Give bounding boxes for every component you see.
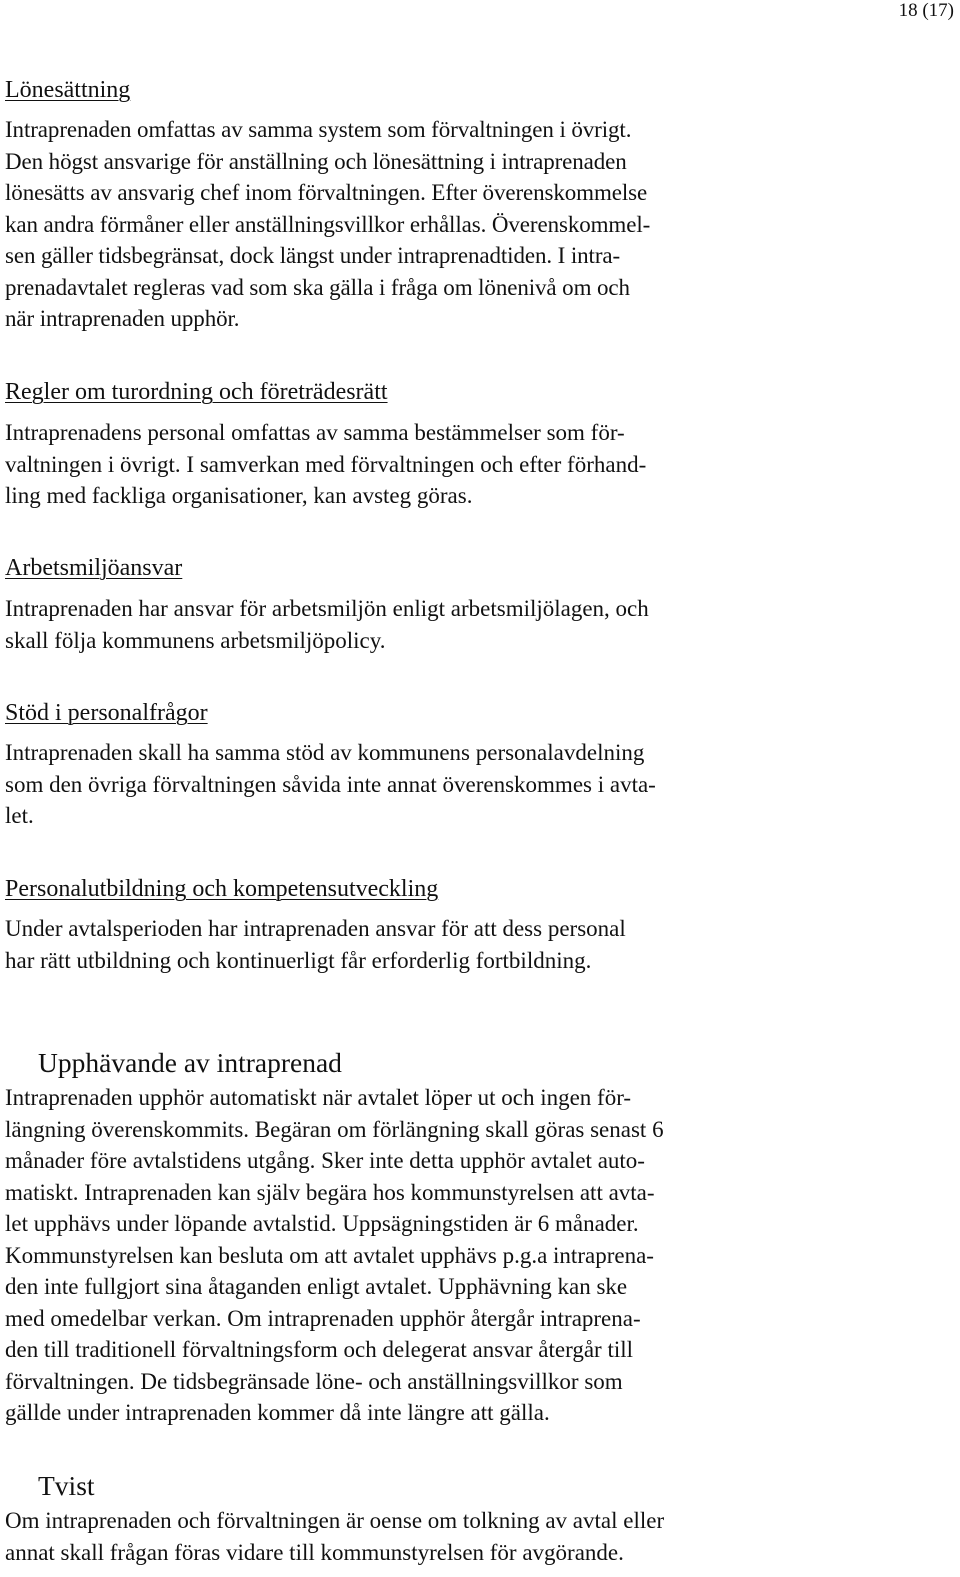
page-number: 18 (17) [898,0,954,21]
text-line: Den högst ansvarige för anställning och lönesättning i intraprenaden [5,148,627,174]
text-line: Intraprenadens personal omfattas av samma bestämmelser som för- [5,420,625,445]
section-lonesattning [5,74,130,106]
text-line: Intraprenaden skall ha samma stöd av kommunens personalavdelning [5,740,645,765]
section-stod-personalfragor-text [5,737,656,832]
section-personalutbildning-text [5,913,626,976]
text-line: let upphävs under löpande avtalstid. Uppsägningstiden är 6 månader. [5,1211,639,1236]
upphavande-text [5,1082,664,1429]
text-line: som den övriga förvaltningen såvida inte annat överenskommes i avta- [5,771,656,797]
text-line: Under avtalsperioden har intraprenaden ansvar för att dess personal [5,916,626,941]
text-line: valtningen i övrigt. I samverkan med förvaltningen och efter förhand- [5,451,647,477]
text-line: Intraprenaden upphör automatiskt när avtalet löper ut och ingen för- [5,1085,632,1110]
text-line: den till traditionell förvaltningsform och delegerat ansvar återgår till [5,1337,634,1362]
text-line: förvaltningen. De tidsbegränsade löne- och anställningsvillkor som [5,1368,623,1394]
section-personalutbildning [5,873,438,905]
text-line: månader före avtalstidens utgång. Sker inte detta upphör avtalet auto- [5,1148,645,1173]
text-line: med omedelbar verkan. Om intraprenaden upphör återgår intraprena- [5,1305,641,1331]
text-line: Kommunstyrelsen kan besluta om att avtalet upphävs p.g.a intraprena- [5,1242,654,1268]
section-heading: Personalutbildning och kompetensutveckling [5,876,439,902]
section-arbetsmiljoansvar [5,552,182,584]
text-line: prenadavtalet regleras vad som ska gälla i fråga om lönenivå om och [5,274,630,300]
section-heading: Lönesättning [5,77,131,103]
section-heading: Arbetsmiljöansvar [5,555,183,581]
text-line: skall följa kommunens arbetsmiljöpolicy. [5,627,386,653]
text-line: matiskt. Intraprenaden kan själv begära hos kommunstyrelsen att avta- [5,1179,655,1205]
tvist-title: Tvist [38,1470,95,1501]
text-line: sen gäller tidsbegränsat, dock längst under intraprenadtiden. I intra- [5,243,621,268]
text-line: längning överenskommits. Begäran om förlängning skall göras senast 6 [5,1116,664,1142]
text-line: gällde under intraprenaden kommer då inte längre att gälla. [5,1400,550,1425]
text-line: annat skall frågan föras vidare till kommunstyrelsen för avgörande. [5,1539,624,1565]
section-arbetsmiljoansvar-text [5,593,649,656]
tvist-text [5,1505,664,1568]
section-stod-personalfragor [5,697,208,729]
section-heading: Stöd i personalfrågor [5,700,208,726]
text-line: let. [5,803,34,828]
section-lonesattning-text [5,114,650,335]
text-line: har rätt utbildning och kontinuerligt får erforderlig fortbildning. [5,947,592,973]
section-turordning [5,376,388,408]
upphavande-title: Upphävande av intraprenad [38,1047,342,1078]
text-line: kan andra förmåner eller anställningsvillkor erhållas. Överenskommel- [5,211,651,237]
text-line: den inte fullgjort sina åtaganden enligt avtalet. Upphävning kan ske [5,1274,628,1299]
text-line: Intraprenaden omfattas av samma system som förvaltningen i övrigt. [5,117,632,142]
text-line: Intraprenaden har ansvar för arbetsmiljön enligt arbetsmiljölagen, och [5,596,649,621]
section-heading: Regler om turordning och företrädesrätt [5,379,388,405]
text-line: ling med fackliga organisationer, kan avsteg göras. [5,483,473,508]
section-turordning-text [5,417,646,512]
text-line: Om intraprenaden och förvaltningen är oense om tolkning av avtal eller [5,1508,665,1533]
text-line: när intraprenaden upphör. [5,306,240,331]
text-line: lönesätts av ansvarig chef inom förvaltningen. Efter överenskommelse [5,180,648,205]
